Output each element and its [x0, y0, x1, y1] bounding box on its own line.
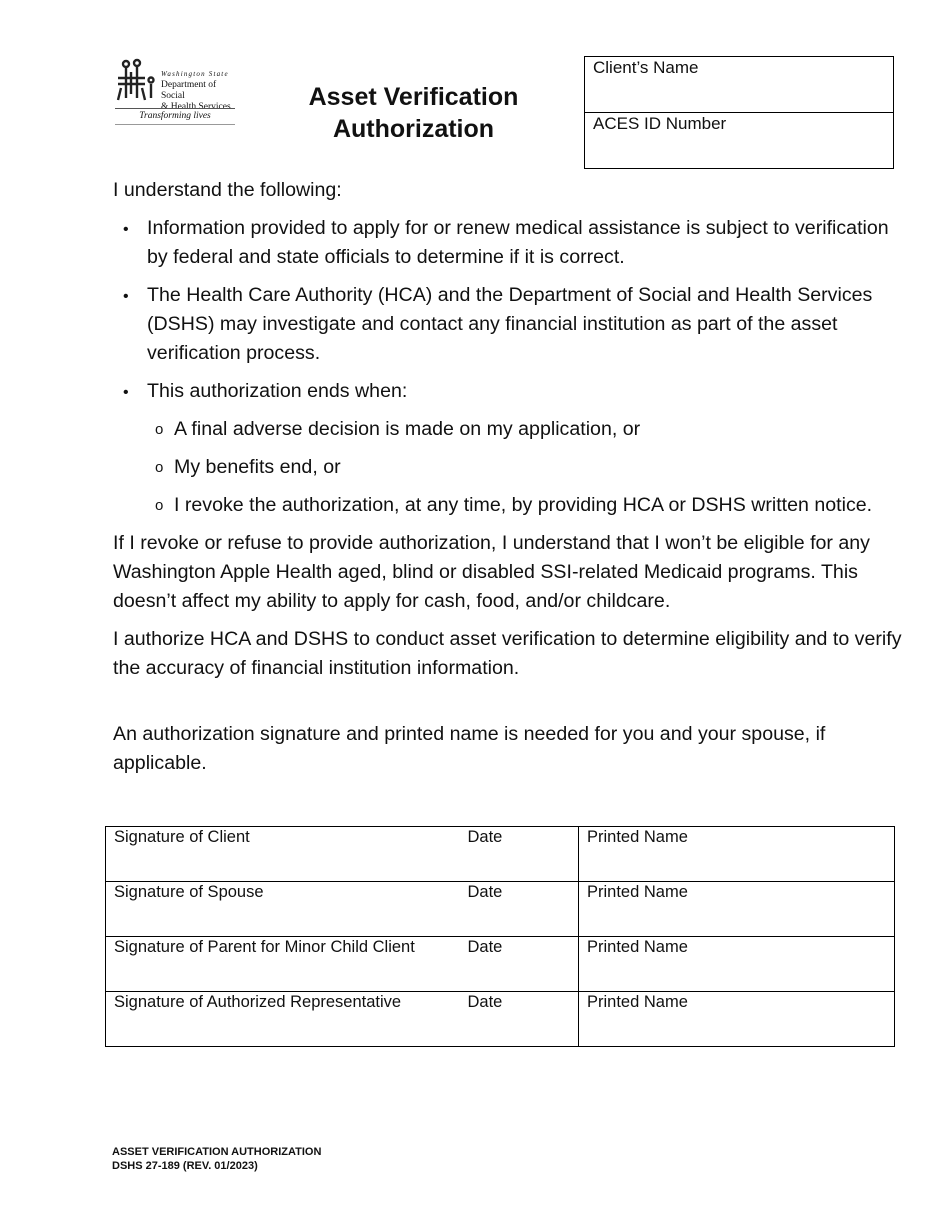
- intro-text: I understand the following:: [113, 179, 342, 201]
- sub-bullet-item: o I revoke the authorization, at any time, by providing HCA or DSHS written notice.: [113, 491, 903, 520]
- signature-field[interactable]: Signature of Parent for Minor Child Client: [106, 937, 460, 992]
- paragraph: If I revoke or refuse to provide authorization, I understand that I won’t be eligible for any Washington Apple Health aged, blind or disabled SSI-related Medicaid programs. This doesn’t affect my ability to apply for cash, food, and/or childcare.: [113, 532, 870, 612]
- form-body: [113, 176, 903, 787]
- footer-form-number: DSHS 27-189 (REV. 01/2023): [112, 1160, 258, 1172]
- table-row: [106, 937, 895, 992]
- table-row: [106, 882, 895, 937]
- client-id-box: [584, 56, 894, 169]
- logo-state: Washington State: [161, 70, 229, 78]
- paragraph: I authorize HCA and DSHS to conduct asset verification to determine eligibility and to verify the accuracy of financial institution information.: [113, 628, 902, 679]
- table-row: [106, 827, 895, 882]
- form-footer: [112, 1145, 321, 1173]
- table-row: [106, 992, 895, 1047]
- date-field[interactable]: Date: [460, 992, 579, 1047]
- footer-title: ASSET VERIFICATION AUTHORIZATION: [112, 1146, 322, 1158]
- signature-field[interactable]: Signature of Spouse: [106, 882, 460, 937]
- dshs-figures-icon: [113, 58, 159, 104]
- dshs-logo: [113, 58, 238, 130]
- signature-table: [105, 826, 895, 1047]
- signature-note: An authorization signature and printed name is needed for you and your spouse, if applicable.: [113, 723, 826, 774]
- date-field[interactable]: Date: [460, 882, 579, 937]
- sub-bullet-item: o My benefits end, or: [113, 453, 903, 482]
- logo-tagline: Transforming lives: [139, 111, 211, 121]
- printed-name-field[interactable]: Printed Name: [579, 882, 895, 937]
- printed-name-field[interactable]: Printed Name: [579, 937, 895, 992]
- signature-field[interactable]: Signature of Authorized Representative: [106, 992, 460, 1047]
- aces-id-field[interactable]: [585, 112, 893, 167]
- bullet-item: • Information provided to apply for or renew medical assistance is subject to verification by federal and state officials to determine if it is correct.: [113, 214, 903, 272]
- bullet-item: • The Health Care Authority (HCA) and the Department of Social and Health Services (DSHS) may investigate and contact any financial institution as part of the asset verification process.: [113, 281, 903, 368]
- bullet-item: • This authorization ends when:: [113, 377, 903, 406]
- printed-name-field[interactable]: Printed Name: [579, 827, 895, 882]
- client-name-field[interactable]: [585, 57, 893, 112]
- signature-field[interactable]: Signature of Client: [106, 827, 460, 882]
- date-field[interactable]: Date: [460, 827, 579, 882]
- sub-bullet-item: o A final adverse decision is made on my application, or: [113, 415, 903, 444]
- date-field[interactable]: Date: [460, 937, 579, 992]
- client-name-label: Client’s Name: [593, 58, 699, 77]
- form-title: Asset Verification Authorization: [308, 83, 519, 143]
- printed-name-field[interactable]: Printed Name: [579, 992, 895, 1047]
- logo-department: Department of Social & Health Services: [161, 80, 231, 112]
- aces-id-label: ACES ID Number: [593, 114, 727, 133]
